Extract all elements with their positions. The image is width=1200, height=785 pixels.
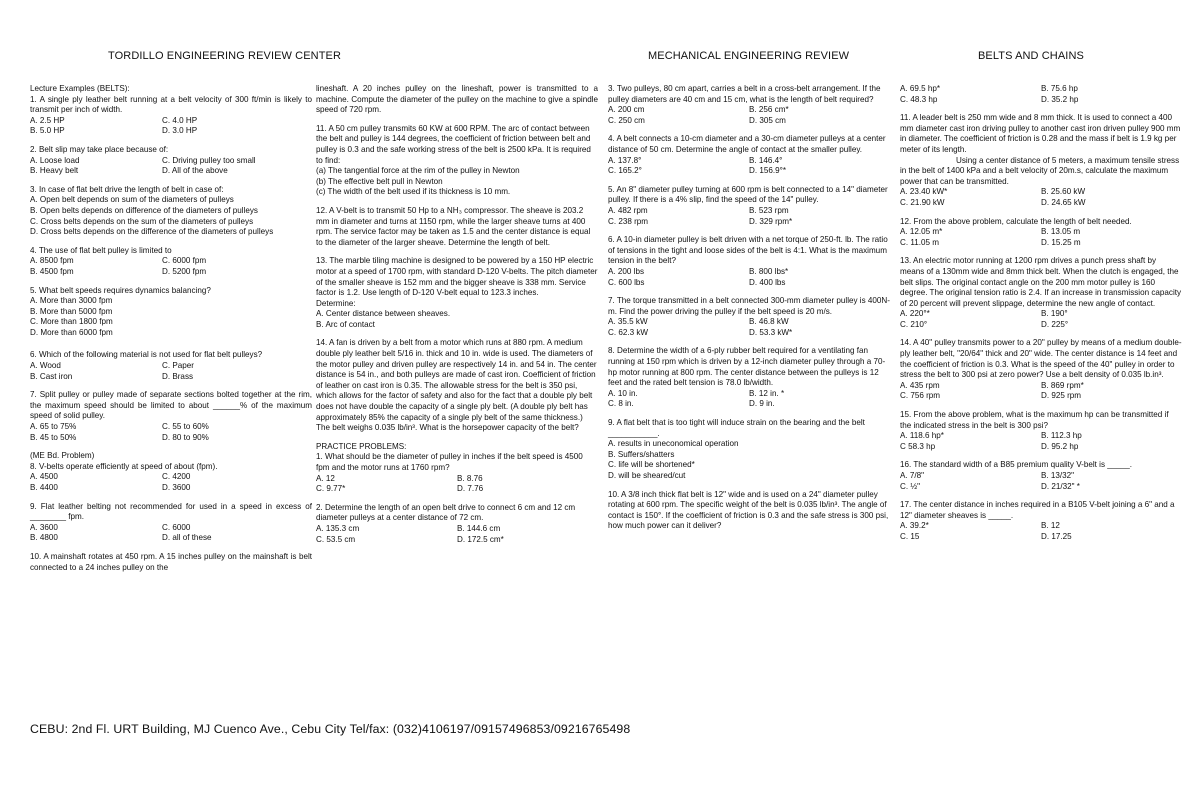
question-stem: 7. The torque transmitted in a belt connected 300-mm diameter pulley is 400N-m. Find the power driving the pulley if the belt speed is 20 m/s. [608, 296, 890, 316]
choice: B. 5.0 HP [30, 126, 65, 136]
choice: B. 4800 [30, 533, 58, 543]
choice: D. Brass [162, 371, 194, 381]
choice: D. Cross belts depends on the difference of the diameters of pulleys [30, 227, 274, 237]
choice: C. 8 in. [608, 399, 634, 409]
choice: C. 48.3 hp [900, 94, 938, 104]
question-stem: 3. Two pulleys, 80 cm apart, carries a belt in a cross-belt arrangement. If the pulley diameters are 40 cm and 15 cm, what is the length of belt required? [608, 84, 881, 104]
choice: A. 435 rpm [900, 380, 940, 390]
choice: D. 17.25 [1041, 531, 1072, 541]
sub-question: (a) The tangential force at the rim of the pulley in Newton [316, 166, 520, 176]
choice: C. 62.3 kW [608, 327, 649, 337]
choice: D. 9 in. [749, 399, 775, 409]
choice: C. 6000 [162, 522, 191, 532]
question-11 [316, 124, 598, 198]
question-10-continued [316, 84, 598, 116]
question-stem: 3. In case of flat belt drive the length of belt in case of: [30, 184, 224, 194]
choice: A. 10 in. [608, 388, 638, 398]
choice: B. Cast iron [30, 371, 73, 381]
practice-question-10 [608, 490, 890, 532]
question-stem: 2. Determine the length of an open belt drive to connect 6 cm and 12 cm diameter pulleys at a center distance of 72 cm. [316, 502, 576, 523]
question-stem: 8. V-belts operate efficiently at speed of about (fpm). [30, 461, 218, 471]
choice: B. Heavy belt [30, 166, 79, 176]
question-stem: 2. Belt slip may take place because of: [30, 144, 169, 154]
choice: A. 2.5 HP [30, 115, 65, 125]
question-stem: Using a center distance of 5 meters, a maximum tensile stress in the belt of 1400 kPa and a belt velocity of 20m.s, calculate the maximum power that can be transmitted. [900, 155, 1180, 186]
choice: D. 925 rpm [1041, 391, 1082, 401]
choice: C 58.3 hp [900, 441, 936, 451]
choice: A. 4500 [30, 472, 58, 482]
practice-question-4 [608, 134, 890, 176]
question-9 [30, 502, 312, 544]
question-8 [30, 451, 312, 493]
question-12 [316, 206, 598, 248]
choice: C. 11.05 m [900, 237, 939, 247]
choice: A. Wood [30, 361, 61, 371]
choice: B. 8.76 [457, 473, 483, 483]
choice: A. More than 3000 fpm [30, 296, 113, 306]
question-7 [30, 390, 312, 443]
choice: A. 12.05 m* [900, 227, 943, 237]
choice: D. all of these [162, 533, 212, 543]
question-stem: 11. A 50 cm pulley transmits 60 KW at 600 RPM. The arc of contact between the belt and pulley is 144 degrees, the coefficient of friction between belt and pulley is 0.3 and the safe working stress of the belt is 2500 kPa. It is required to find: [316, 123, 591, 165]
practice-question-16 [900, 460, 1182, 492]
choice: D. 305 cm [749, 115, 786, 125]
choice: D. 95.2 hp [1041, 441, 1079, 451]
column-4 [900, 84, 1182, 551]
choice: C. 15 [900, 531, 920, 541]
question-14 [316, 338, 598, 433]
section-title: PRACTICE PROBLEMS: [316, 441, 407, 451]
question-stem: 11. A leader belt is 250 mm wide and 8 mm thick. It is used to connect a 400 mm diameter cast iron driving pulley to another cast iron driven pulley 900 mm in diameter. The coefficient of friction is 0.28 and the mass if belt is 1.9 kg per meter of its length. [900, 113, 1181, 154]
question-stem: 5. An 8" diameter pulley turning at 600 rpm is belt connected to a 14" diameter pulley. If there is a 4% slip, find the speed of the 14" pulley. [608, 184, 888, 205]
section-title: Lecture Examples (BELTS): [30, 84, 130, 93]
column-3 [608, 84, 890, 540]
question-stem: 9. Flat leather belting not recommended for used in a speed in excess of ________ fpm. [30, 501, 312, 522]
choice: B. 75.6 hp [1041, 84, 1078, 93]
choice: C. 165.2° [608, 166, 642, 176]
choice: B. 144.6 cm [457, 523, 501, 533]
choice: A. 7/8" [900, 471, 925, 480]
question-3 [30, 185, 312, 238]
choice: C. 756 rpm [900, 391, 941, 401]
question-stem: 10. A 3/8 inch thick flat belt is 12" wide and is used on a 24" diameter pulley rotating at 600 rpm. The specific weight of the belt is 0.035 lb/in³. The angle of contact is 150°. If the coefficient of friction is 0.3 and the safe stress is 300 psi, how much power can it deliver? [608, 489, 889, 531]
sub-question: Determine: [316, 298, 356, 308]
choice: B. 12 [1041, 521, 1060, 531]
choice: D. 53.3 kW* [749, 327, 793, 337]
choice: C. More than 1800 fpm [30, 317, 113, 327]
question-stem: 12. From the above problem, calculate the length of belt needed. [900, 216, 1132, 226]
choice: D. 329 rpm* [749, 216, 793, 226]
choice: B. 146.4° [749, 155, 783, 165]
choice: B. 869 rpm* [1041, 380, 1084, 390]
choice: A. 200 lbs [608, 266, 644, 276]
choice: C. ½" [900, 481, 920, 491]
review-center-name: TORDILLO ENGINEERING REVIEW CENTER [108, 50, 342, 62]
choice: A. 3600 [30, 522, 58, 532]
choice: C. 4200 [162, 472, 191, 482]
choice: A. 118.6 hp* [900, 431, 944, 441]
practice-question-15 [900, 410, 1182, 452]
practice-question-10-choices [900, 84, 1182, 105]
practice-section [316, 442, 598, 495]
sub-question: (c) The width of the belt used if its thickness is 10 mm. [316, 187, 511, 197]
question-stem: 5. What belt speeds requires dynamics balancing? [30, 285, 211, 295]
choice: A. 8500 fpm [30, 256, 74, 266]
choice: B. 190° [1041, 309, 1068, 319]
question-stem: 4. The use of flat belt pulley is limited to [30, 245, 172, 255]
choice: B. Open belts depends on difference of the diameters of pulleys [30, 205, 258, 215]
choice: C. 55 to 60% [162, 422, 209, 432]
choice: C. 210° [900, 319, 928, 329]
choice: B. More than 5000 fpm [30, 306, 113, 316]
practice-question-6 [608, 235, 890, 288]
question-stem: lineshaft. A 20 inches pulley on the lineshaft, power is transmitted to a machine. Compute the diameter of the pulley on the machine to give a spindle speed of 720 rpm. [316, 84, 598, 115]
choice: A. 220°* [900, 309, 930, 319]
choice: C. 250 cm [608, 115, 645, 125]
choice: C. 238 rpm [608, 216, 649, 226]
choice: A. 69.5 hp* [900, 84, 941, 93]
practice-question-9 [608, 418, 890, 482]
choice: D. 80 to 90% [162, 432, 209, 442]
choice: D. 15.25 m [1041, 237, 1081, 247]
choice: A. 12 [316, 473, 335, 483]
choice: D. 7.76 [457, 484, 484, 494]
practice-question-17 [900, 500, 1182, 542]
sub-question: B. Arc of contact [316, 319, 375, 329]
choice: C. 9.77* [316, 484, 346, 494]
choice: C. Paper [162, 361, 194, 371]
choice: A. 137.8° [608, 155, 642, 165]
question-13 [316, 256, 598, 330]
choice: D. 172.5 cm* [457, 534, 504, 544]
sub-question: A. Center distance between sheaves. [316, 309, 451, 319]
choice: C. Driving pulley too small [162, 155, 256, 165]
choice: A. Open belt depends on sum of the diameters of pulleys [30, 195, 234, 205]
choice: B. Suffers/shatters [608, 449, 675, 459]
question-4 [30, 246, 312, 278]
practice-question-2 [316, 503, 598, 545]
choice: A. results in uneconomical operation [608, 439, 739, 449]
question-stem: 9. A flat belt that is too tight will induce strain on the bearing and the belt ___________. [608, 418, 865, 438]
choice: D. 156.9°* [749, 166, 786, 176]
question-stem: 14. A 40" pulley transmits power to a 20" pulley by means of a medium double-ply leather belt, "20/64" thick and 20" wide. The center distance is 14 feet and the coefficient of friction is 0.3. What is the speed of the 40" pulley in order to stress the belt to 300 psi at zero power? Use a belt density of 0.035 lb.in³. [900, 338, 1182, 380]
choice: B. 46.8 kW [749, 317, 789, 327]
practice-question-12 [900, 217, 1182, 249]
board-problem-note: (ME Bd. Problem) [30, 451, 95, 461]
question-stem: 12. A V-belt is to transmit 50 Hp to a NH₃ compressor. The sheave is 203.2 mm in diameter and turns at 1150 rpm, while the larger sheave turns at 400 rpm. The service factor may be taken as 1.5 and the center distance is equal to the diameter of the larger sheave. Determine the length of belt. [316, 205, 591, 247]
choice: B. 13.05 m [1041, 227, 1081, 237]
choice: A. 23.40 kW* [900, 187, 948, 197]
choice: D. 21/32" * [1041, 481, 1080, 491]
question-1 [30, 95, 312, 137]
practice-question-3 [608, 84, 890, 126]
choice: C. 53.5 cm [316, 534, 356, 544]
question-stem: 8. Determine the width of a 6-ply rubber belt required for a ventilating fan running at 150 rpm which is driven by a 12-inch diameter pulley through a 70-hp motor running at 800 rpm. The center distance between the pulleys is 12 feet and the rated belt tension is 78.0 lb/width. [608, 346, 886, 388]
question-stem: 13. An electric motor running at 1200 rpm drives a punch press shaft by means of a 130mm wide and 8mm thick belt. When the clutch is engaged, the belt slips. The original contact angle on the 200 mm motor pulley is 160 degree. The original tension ratio is 2.4. If an increase in transmission capacity of 20 percent will prevent slippage, determine the new angle of contact. [900, 256, 1182, 308]
choice: D. 5200 fpm [162, 266, 207, 276]
question-2 [30, 145, 312, 177]
question-stem: 14. A fan is driven by a belt from a motor which runs at 880 rpm. A medium double ply leather belt 5/16 in. thick and 10 in. wide is used. The diameters of the motor pulley and driven pulley are respectively 14 in. and 54 in. The center distance is 54 in., and both pulleys are made of cast iron. Coefficient of friction of leather on cast iron is 0.35. The allowable stress for the belt is 350 psi, which allows for the factor of safety and also for the fact that a double ply belt does not have double the capacity of a single ply belt. (A double ply belt has approximately 85% the capacity of a single ply belt of the same thickness.) The belt weighs 0.035 lb/in³. What is the horsepower capacity of the belt? [316, 338, 597, 433]
question-6 [30, 350, 312, 382]
sub-question: (b) The effective belt pull in Newton [316, 176, 443, 186]
choice: D. 35.2 hp [1041, 94, 1079, 104]
question-stem: 16. The standard width of a B85 premium quality V-belt is _____. [900, 460, 1133, 470]
practice-question-5 [608, 185, 890, 227]
question-stem: 10. A mainshaft rotates at 450 rpm. A 15 inches pulley on the mainshaft is belt connected to a 24 inches pulley on the [30, 551, 312, 572]
column-1 [30, 84, 312, 581]
choice: C. 600 lbs [608, 277, 645, 287]
choice: B. 4400 [30, 483, 58, 492]
question-stem: 1. A single ply leather belt running at a belt velocity of 300 ft/min is likely to transmit per inch of width. [30, 94, 312, 115]
practice-question-7 [608, 296, 890, 338]
practice-question-11 [900, 113, 1182, 208]
choice: C. 6000 fpm [162, 256, 207, 266]
choice: A. 482 rpm [608, 205, 648, 215]
choice: A. 200 cm [608, 105, 645, 115]
column-2 [316, 84, 598, 553]
choice: B. 112.3 hp [1041, 431, 1082, 441]
choice: A. 35.5 kW [608, 317, 648, 327]
choice: D. 3.0 HP [162, 126, 198, 136]
choice: D. 3600 [162, 483, 191, 492]
practice-question-14 [900, 338, 1182, 402]
choice: A. 135.3 cm [316, 523, 360, 533]
question-stem: 6. A 10-in diameter pulley is belt driven with a net torque of 250-ft. lb. The ratio of tensions in the tight and loose sides of the belt is 4:1. What is the maximum tension in the belt? [608, 235, 888, 266]
practice-question-8 [608, 346, 890, 410]
choice: C. Cross belts depends on the sum of the diameters of pulleys [30, 216, 254, 226]
choice: D. 400 lbs [749, 277, 786, 287]
question-stem: 1. What should be the diameter of pulley in inches if the belt speed is 4500 fpm and the motor runs at 1760 rpm? [316, 452, 583, 472]
choice: D. 24.65 kW [1041, 197, 1086, 207]
question-stem: 6. Which of the following material is not used for flat belt pulleys? [30, 350, 263, 360]
question-stem: 17. The center distance in inches required in a B105 V-belt joining a 6" and a 12" diameter sheaves is _____. [900, 500, 1175, 520]
question-stem: 7. Split pulley or pulley made of separate sections bolted together at the rim, the maximum speed should be limited to about ______% of the maximum speed of solid pulley. [30, 390, 312, 421]
choice: D. will be sheared/cut [608, 471, 686, 480]
choice: B. 45 to 50% [30, 432, 77, 442]
choice: B. 800 lbs* [749, 266, 789, 276]
practice-question-13 [900, 256, 1182, 330]
question-stem: 13. The marble tiling machine is designed to be powered by a 150 HP electric motor at a speed of 1700 rpm, with standard D-120 V-belts. The pitch diameter of the smaller sheave is 152 mm and the bigger sheave is 338 mm. Service factor is 1.2. Use length of D-120 V-belt equal to 123.3 inches. [316, 256, 598, 298]
choice: A. Loose load [30, 155, 80, 165]
question-stem: 4. A belt connects a 10-cm diameter and a 30-cm diameter pulleys at a center distance of 50 cm. Determine the angle of contact at the smaller pulley. [608, 134, 886, 154]
choice: B. 25.60 kW [1041, 187, 1086, 197]
choice: D. More than 6000 fpm [30, 327, 113, 337]
choice: A. 65 to 75% [30, 422, 77, 432]
subject-title: MECHANICAL ENGINEERING REVIEW [648, 50, 850, 62]
choice: B. 4500 fpm [30, 266, 74, 276]
choice: C. 4.0 HP [162, 115, 198, 125]
footer-address: CEBU: 2nd Fl. URT Building, MJ Cuenco Ave., Cebu City Tel/fax: (032)4106197/09157496853/09216765498 [30, 722, 631, 736]
choice: B. 256 cm* [749, 105, 789, 115]
question-stem: 15. From the above problem, what is the maximum hp can be transmitted if the indicated stress in the belt is 300 psi? [900, 410, 1169, 430]
topic-title: BELTS AND CHAINS [978, 50, 1084, 62]
choice: A. 39.2* [900, 521, 929, 531]
choice: B. 523 rpm [749, 205, 789, 215]
choice: D. 225° [1041, 319, 1069, 329]
choice: B. 12 in. * [749, 388, 785, 398]
choice: D. All of the above [162, 166, 228, 176]
choice: C. life will be shortened* [608, 460, 695, 470]
question-5 [30, 286, 312, 339]
choice: C. 21.90 kW [900, 197, 945, 207]
question-10 [30, 552, 312, 573]
choice: B. 13/32" [1041, 471, 1075, 480]
